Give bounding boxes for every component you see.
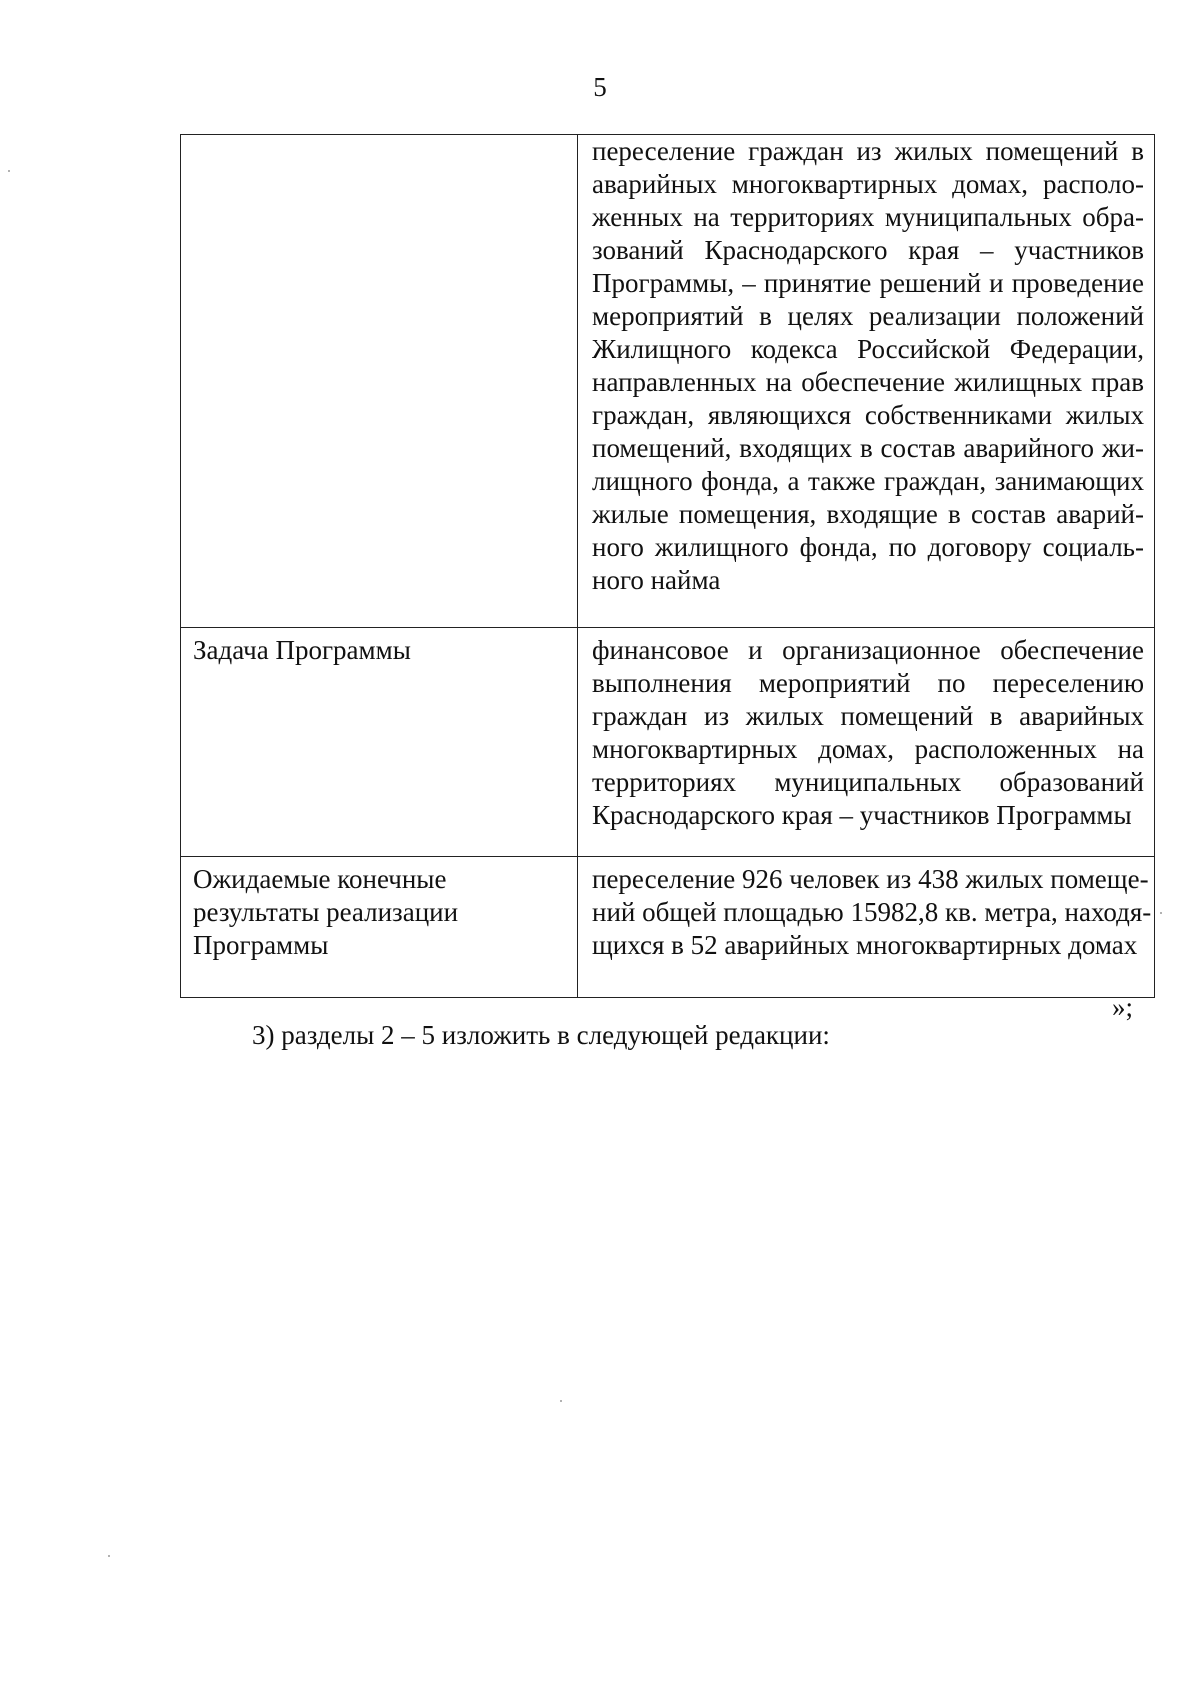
table-row: [181, 857, 1155, 998]
closing-quote-mark: »;: [1112, 992, 1134, 1022]
table-label-cell: [181, 857, 578, 998]
value-line: многоквартирных домах, расположенных на: [592, 734, 1144, 764]
value-line: финансовое и организационное обеспечение: [592, 635, 1144, 665]
value-line: граждан, являющихся собственниками жилых: [592, 400, 1144, 430]
table-value-cell: [578, 857, 1155, 998]
value-line: зований Краснодарского края – участников: [592, 235, 1144, 265]
value-line: Краснодарского края – участников Программы: [592, 800, 1132, 830]
label-line: результаты реализации: [193, 897, 459, 927]
value-line: лищного фонда, а также граждан, занимающих: [592, 466, 1144, 496]
table-row: [181, 628, 1155, 857]
value-line: мероприятий в целях реализации положений: [592, 301, 1144, 331]
value-line: ного найма: [592, 565, 721, 595]
program-passport-table: [180, 134, 1155, 998]
table-label-cell: Задача Программы: [181, 628, 578, 857]
value-line: Жилищного кодекса Российской Федерации,: [592, 334, 1144, 364]
value-line: переселение граждан из жилых помещений в: [592, 136, 1144, 166]
value-line: переселение 926 человек из 438 жилых помеще-: [592, 864, 1149, 894]
amendment-paragraph: 3) разделы 2 – 5 изложить в следующей редакции:: [252, 1020, 830, 1050]
value-line: граждан из жилых помещений в аварийных: [592, 701, 1144, 731]
value-line: щихся в 52 аварийных многоквартирных домах: [592, 930, 1138, 960]
table-row: [181, 135, 1155, 628]
scan-speck: [108, 1555, 110, 1557]
table-value-cell: [578, 628, 1155, 857]
scan-speck: [8, 170, 10, 172]
value-line: помещений, входящих в состав аварийного жи-: [592, 433, 1144, 463]
label-line: Ожидаемые конечные: [193, 864, 447, 894]
value-line: жилые помещения, входящие в состав аварий-: [592, 499, 1144, 529]
value-line: ного жилищного фонда, по договору социаль-: [592, 532, 1144, 562]
value-line: выполнения мероприятий по переселению: [592, 668, 1144, 698]
table-value-cell: [578, 135, 1155, 628]
page-number: 5: [593, 72, 607, 102]
value-line: женных на территориях муниципальных обра-: [592, 202, 1144, 232]
value-line: Программы, – принятие решений и проведение: [592, 268, 1144, 298]
table-label-cell: [181, 135, 578, 628]
scan-speck: [560, 1400, 562, 1402]
value-line: аварийных многоквартирных домах, располо-: [592, 169, 1144, 199]
scan-speck: [1160, 912, 1162, 914]
value-line: территориях муниципальных образований: [592, 767, 1144, 797]
value-line: направленных на обеспечение жилищных прав: [592, 367, 1144, 397]
label-line: Программы: [193, 930, 329, 960]
value-line: ний общей площадью 15982,8 кв. метра, находя-: [592, 897, 1152, 927]
